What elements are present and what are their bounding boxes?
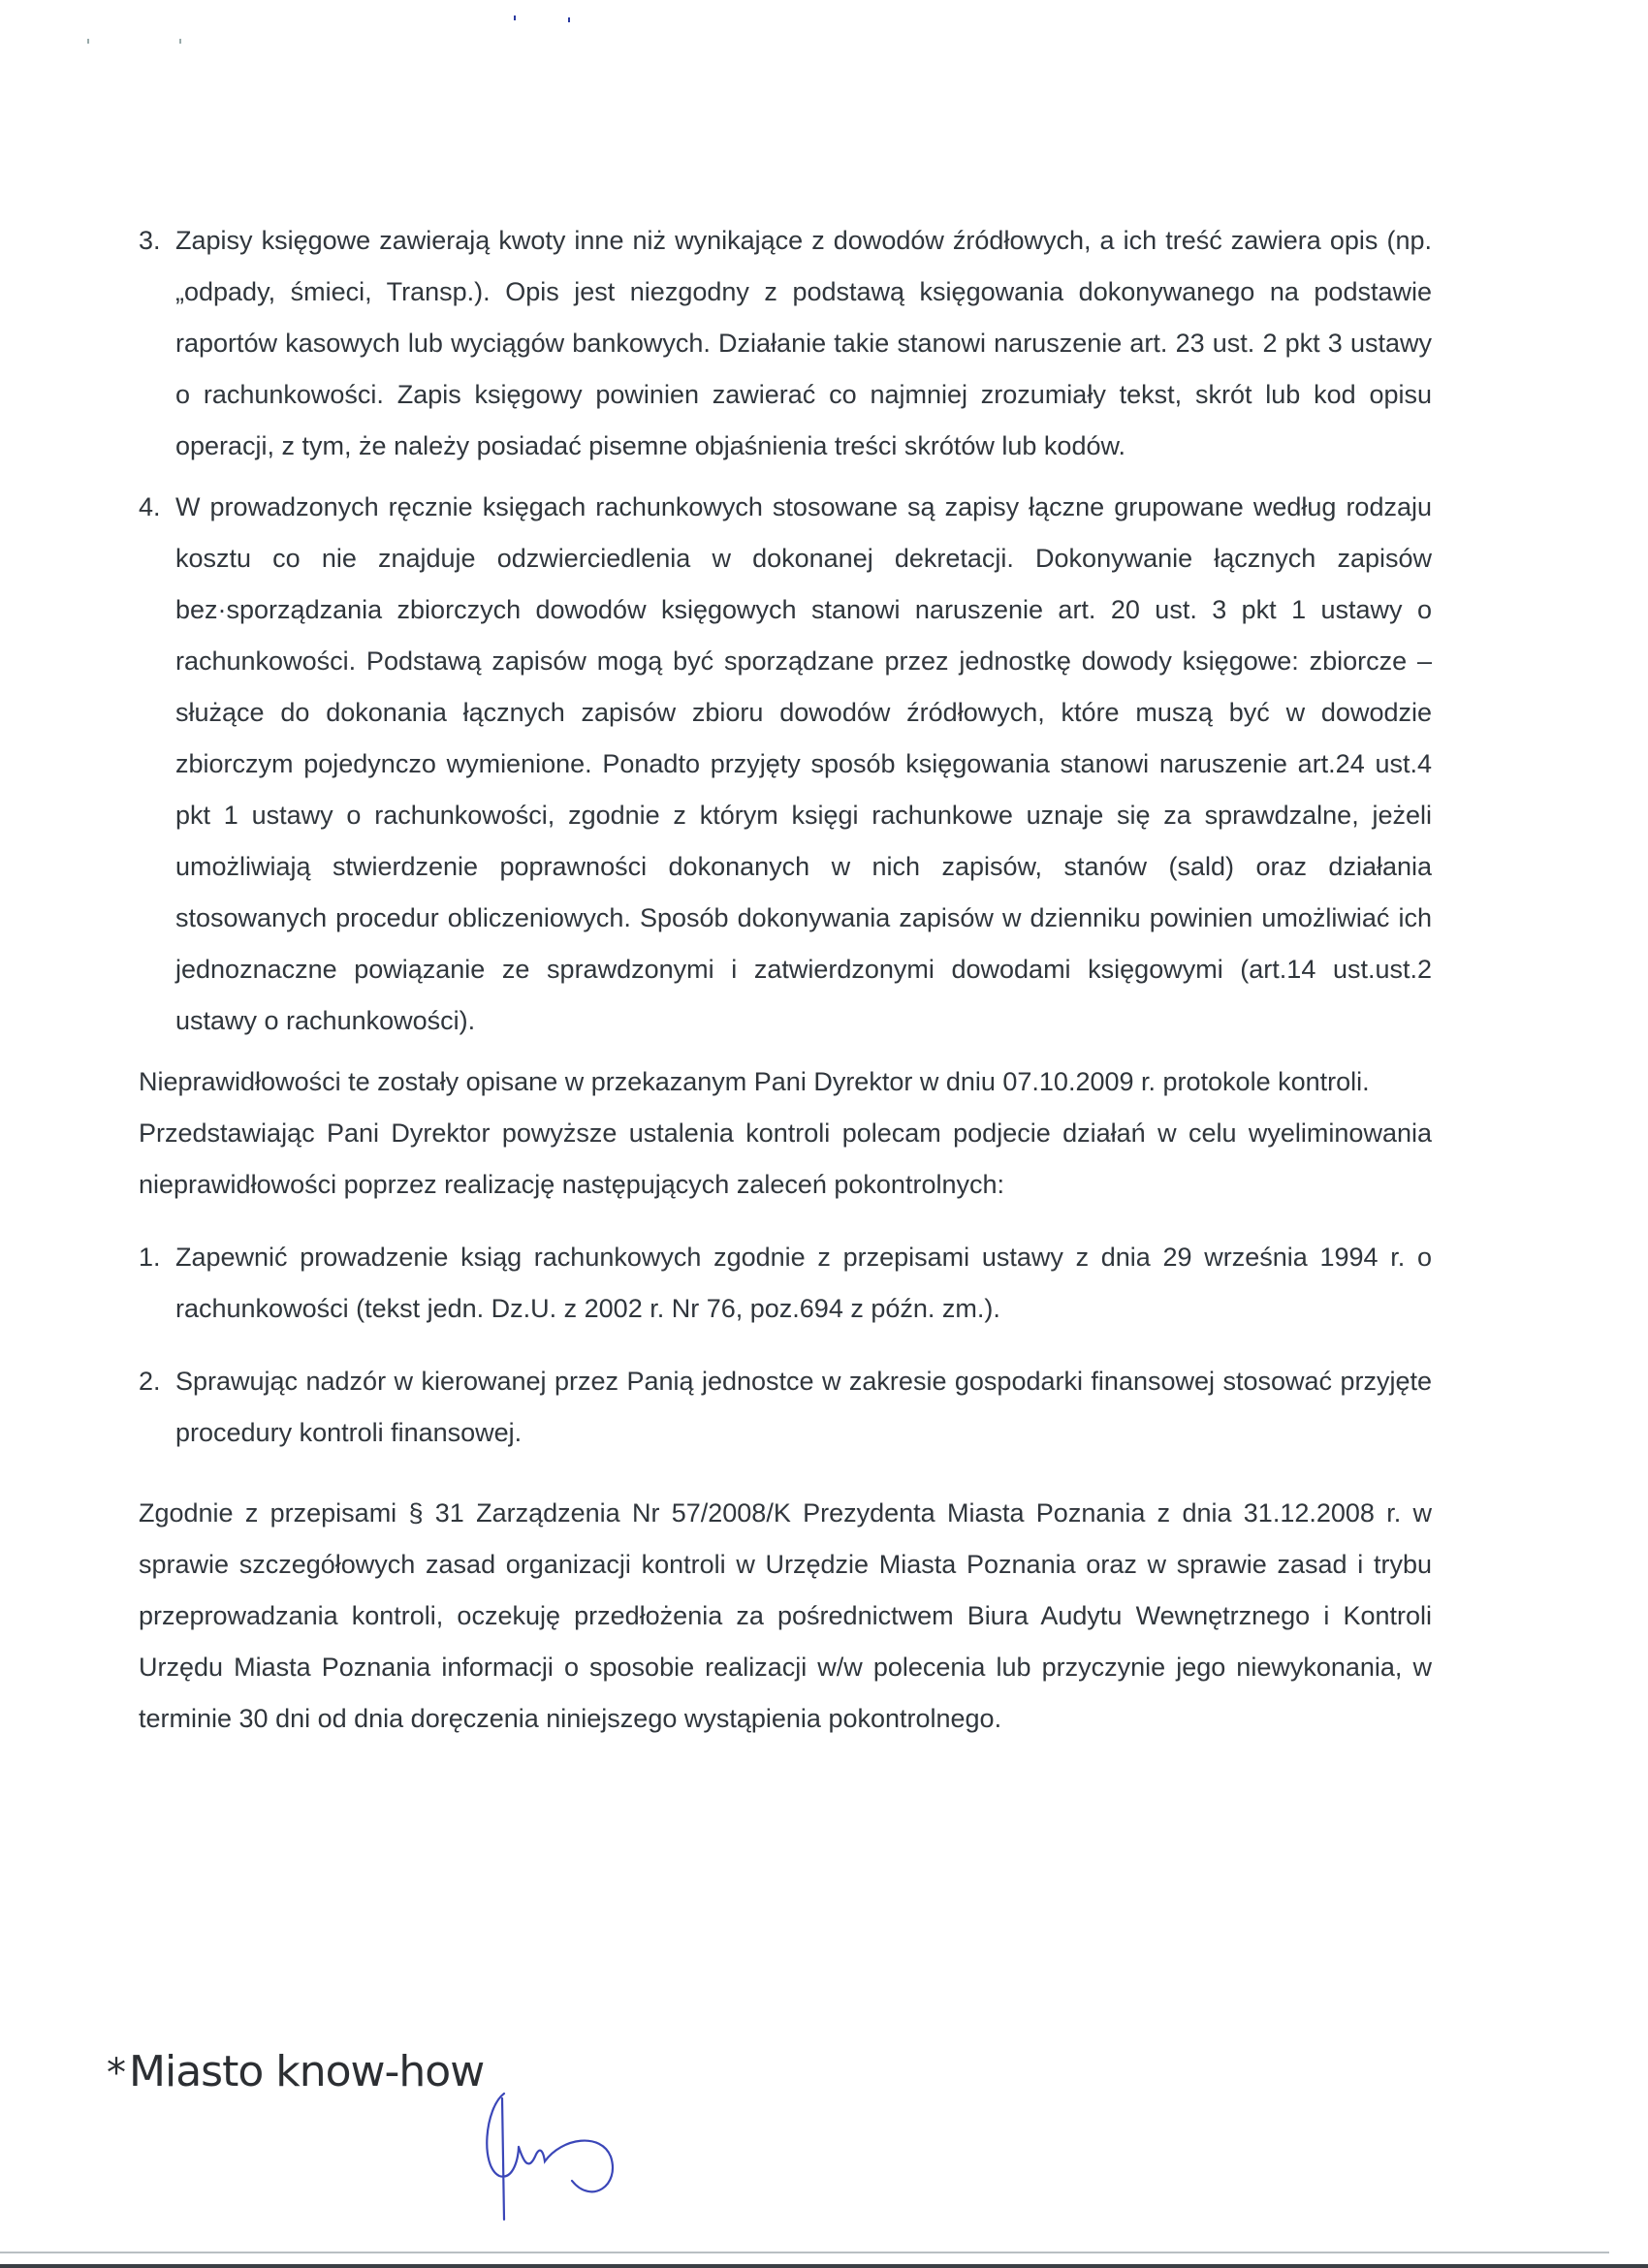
list-text: Zapewnić prowadzenie ksiąg rachunkowych zgodnie z przepisami ustawy z dnia 29 września 1994 r. o rachunkowości (tekst jedn. Dz.U. z 2002 r. Nr 76, poz.694 z późn. zm.). <box>175 1243 1432 1323</box>
list-number: 4. <box>139 492 161 521</box>
list-text: Zapisy księgowe zawierają kwoty inne niż wynikające z dowodów źródłowych, a ich treść zawiera opis (np. „odpady, śmieci, Transp.). Opis jest niezgodny z podstawą księgowania dokonywanego na podstawie raportów kasowych lub wyciągów bankowych. Działanie takie stanowi naruszenie art. 23 ust. 2 pkt 3 ustawy o rachunkowości. Zapis księgowy powinien zawierać co najmniej zrozumiały tekst, skrót lub kod opisu operacji, z tym, że należy posiadać pisemne objaśnienia treści skrótów lub kodów. <box>175 226 1432 460</box>
scan-speck <box>568 17 570 22</box>
page-edge-rule <box>0 2252 1609 2253</box>
list-number: 3. <box>139 226 161 255</box>
miasto-know-how-logo <box>107 2047 484 2096</box>
asterisk-icon: * <box>107 2051 125 2095</box>
scan-speck <box>87 39 89 44</box>
finding-item-4 <box>139 482 1432 1047</box>
handwritten-signature <box>475 2089 650 2224</box>
recommendation-item-2 <box>139 1356 1432 1459</box>
closing-paragraph: Zgodnie z przepisami § 31 Zarządzenia Nr 57/2008/K Prezydenta Miasta Poznania z dnia 31.12.2008 r. w sprawie szczegółowych zasad organizacji kontroli w Urzędzie Miasta Poznania oraz w sprawie zasad i trybu przeprowadzania kontroli, oczekuję przedłożenia za pośrednictwem Biura Audytu Wewnętrznego i Kontroli Urzędu Miasta Poznania informacji o sposobie realizacji w/w polecenia lub przyczynie jego niewykonania, w terminie 30 dni od dnia doręczenia niniejszego wystąpienia pokontrolnego. <box>139 1498 1432 1733</box>
document-body <box>139 215 1432 1745</box>
scan-speck <box>514 16 516 20</box>
list-number: 1. <box>139 1243 161 1272</box>
list-text: Sprawując nadzór w kierowanej przez Panią jednostce w zakresie gospodarki finansowej stosować przyjęte procedury kontroli finansowej. <box>175 1367 1432 1447</box>
list-text: W prowadzonych ręcznie księgach rachunkowych stosowane są zapisy łączne grupowane według rodzaju kosztu co nie znajduje odzwierciedlenia w dokonanej dekretacji. Dokonywanie łącznych zapisów bez·sporządzania zbiorczych dowodów księgowych stanowi naruszenie art. 20 ust. 3 pkt 1 ustawy o rachunkowości. Podstawą zapisów mogą być sporządzane przez jednostkę dowody księgowe: zbiorcze – służące do dokonania łącznych zapisów zbioru dowodów źródłowych, które muszą być w dowodzie zbiorczym pojedynczo wymienione. Ponadto przyjęty sposób księgowania stanowi naruszenie art.24 ust.4 pkt 1 ustawy o rachunkowości, zgodnie z którym księgi rachunkowe uznaje się za sprawdzalne, jeżeli umożliwiają stwierdzenie poprawności dokonanych w nich zapisów, stanów (sald) oraz działania stosowanych procedur obliczeniowych. Sposób dokonywania zapisów w dzienniku powinien umożliwiać ich jednoznaczne powiązanie ze sprawdzonymi i zatwierdzonymi dowodami księgowymi (art.14 ust.ust.2 ustawy o rachunkowości). <box>175 492 1432 1035</box>
findings-paragraph: Nieprawidłowości te zostały opisane w przekazanym Pani Dyrektor w dniu 07.10.2009 r. protokole kontroli. <box>139 1067 1370 1096</box>
recommendation-item-1 <box>139 1232 1432 1335</box>
finding-item-3 <box>139 215 1432 472</box>
recommendation-intro-paragraph: Przedstawiając Pani Dyrektor powyższe ustalenia kontroli polecam podjecie działań w celu wyeliminowania nieprawidłowości poprzez realizację następujących zaleceń pokontrolnych: <box>139 1118 1432 1199</box>
scan-speck <box>179 39 181 44</box>
logo-text: Miasto know-how <box>129 2047 485 2096</box>
list-number: 2. <box>139 1367 161 1396</box>
scan-edge-band <box>0 2264 1648 2268</box>
